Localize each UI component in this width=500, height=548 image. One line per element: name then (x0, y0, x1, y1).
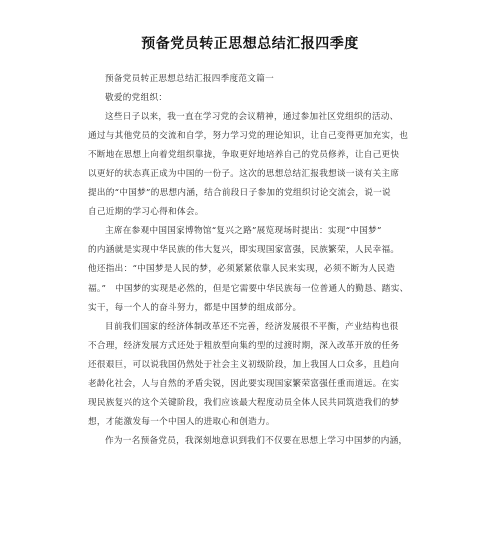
body-text-line: 作为一名预备党员，我深刻地意识到我们不仅要在思想上学习中国梦的内涵， (105, 435, 408, 446)
body-text-line: 主席在参观中国国家博物馆“复兴之路”展览现场时提出：实现“中国梦” (105, 226, 382, 237)
body-text-line: 这些日子以来，我一直在学习党的会议精神，通过参加社区党组织的活动、 (105, 112, 399, 123)
body-text-line: 提出的“中国梦”的思想内涵，结合前段日子参加的党组织讨论交流会，说一说 (88, 188, 391, 199)
body-text-line: 的内涵就是实现中华民族的伟大复兴，即实现国家富强，民族繁荣，人民幸福。 (88, 245, 400, 256)
document-title: 预备党员转正思想总结汇报四季度 (141, 36, 359, 52)
body-text-line: 想，才能激发每一个中国人的进取心和创造力。 (88, 416, 275, 427)
body-text-line: 还很艰巨，可以说我国仍然处于社会主义初级阶段，加上我国人口众多，且趋向 (88, 359, 400, 370)
body-text-line: 以更好的状态真正成为中国的一份子。这次的思想总结汇报我想谈一谈有关主席 (88, 169, 400, 180)
body-text-line: 现民族复兴的这个关键阶段，我们应该最大程度动员全体人民共同筑造我们的梦 (88, 397, 400, 408)
document-body (88, 70, 418, 451)
body-text-line: 老龄化社会，人与自然的矛盾尖锐，因此要实现国家繁荣富强任重而道远。在实 (88, 378, 400, 389)
body-text-line: 福。” 中国梦的实现是必然的，但是它需要中华民族每一位普通人的勤恳、踏实、 (88, 283, 409, 294)
body-text-line: 目前我们国家的经济体制改革还不完善，经济发展很不平衡，产业结构也很 (105, 321, 399, 332)
body-text-line: 自己近期的学习心得和体会。 (88, 207, 204, 218)
body-text-line: 通过与其他党员的交流和自学，努力学习党的理论知识，让自己变得更加充实，也 (88, 131, 409, 142)
body-text-line: 预备党员转正思想总结汇报四季度范文篇一 (105, 74, 274, 84)
body-text-line: 不断地在思想上向着党组织靠拢，争取更好地培养自己的党员修养，让自己更快 (88, 150, 400, 161)
body-text-line: 不合理，经济发展方式还处于粗放型向集约型的过渡时期，深入改革开放的任务 (88, 340, 400, 351)
body-text-line: 敬爱的党组织： (105, 93, 168, 104)
body-text-line: 他还指出：“中国梦是人民的梦，必须紧紧依靠人民来实现，必须不断为人民造 (88, 264, 396, 275)
body-text-line: 实干，每一个人的奋斗努力，都是中国梦的组成部分。 (88, 302, 302, 313)
